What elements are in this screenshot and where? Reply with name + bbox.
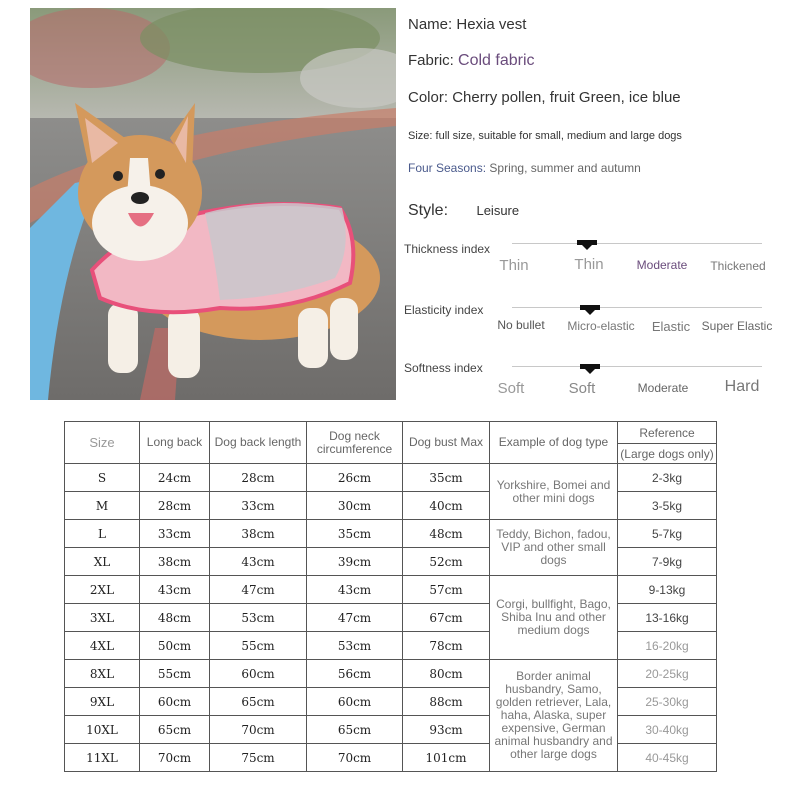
cell-back-length: 53cm (210, 604, 307, 632)
cell-neck: 26cm (307, 464, 403, 492)
cell-back-length: 65cm (210, 688, 307, 716)
cell-back-length: 60cm (210, 660, 307, 688)
thickness-option-2: Thin (574, 256, 604, 273)
softness-option-4: Hard (724, 378, 760, 395)
cell-size: 8XL (65, 660, 140, 688)
cell-weight: 13-16kg (618, 604, 717, 632)
seasons-label: Four Seasons: (408, 161, 487, 175)
softness-option-1: Soft (497, 380, 525, 397)
table-row (65, 632, 717, 660)
cell-long-back: 38cm (140, 548, 210, 576)
product-size (408, 130, 682, 142)
cell-bust: 88cm (403, 688, 490, 716)
cell-dog-type-medium: Corgi, bullfight, Bago, Shiba Inu and other medium dogs (490, 576, 618, 660)
cell-weight: 3-5kg (618, 492, 717, 520)
cell-weight: 30-40kg (618, 716, 717, 744)
cell-size: 3XL (65, 604, 140, 632)
corgi-in-vest-image (30, 8, 396, 400)
elasticity-index-label: Elasticity index (404, 303, 484, 317)
cell-neck: 47cm (307, 604, 403, 632)
cell-long-back: 70cm (140, 744, 210, 772)
product-fabric (408, 52, 535, 70)
table-row (65, 744, 717, 772)
product-style (408, 202, 519, 220)
softness-option-2: Soft (568, 380, 596, 397)
product-photo (30, 8, 396, 400)
cell-size: M (65, 492, 140, 520)
cell-size: L (65, 520, 140, 548)
cell-weight: 20-25kg (618, 660, 717, 688)
table-row (65, 492, 717, 520)
header-back-length: Dog back length (210, 422, 307, 464)
cell-neck: 30cm (307, 492, 403, 520)
table-row (65, 660, 717, 688)
cell-long-back: 48cm (140, 604, 210, 632)
name-label: Name: (408, 16, 453, 33)
header-bust: Dog bust Max (403, 422, 490, 464)
header-dog-type: Example of dog type (490, 422, 618, 464)
table-row (65, 604, 717, 632)
cell-size: XL (65, 548, 140, 576)
cell-neck: 56cm (307, 660, 403, 688)
name-value: Hexia vest (456, 16, 527, 33)
cell-size: 2XL (65, 576, 140, 604)
header-reference-title: Reference (639, 425, 695, 440)
size-label: Size: (408, 130, 433, 142)
table-row (65, 548, 717, 576)
cell-neck: 43cm (307, 576, 403, 604)
cell-weight: 2-3kg (618, 464, 717, 492)
elasticity-index-track (512, 307, 762, 308)
size-value: full size, suitable for small, medium and large dogs (435, 130, 682, 142)
color-label: Color: (408, 89, 449, 106)
cell-long-back: 60cm (140, 688, 210, 716)
header-reference (618, 422, 717, 464)
thickness-option-1: Thin (499, 257, 529, 274)
cell-size: 10XL (65, 716, 140, 744)
cell-bust: 48cm (403, 520, 490, 548)
fabric-label: Fabric: (408, 52, 454, 69)
table-row (65, 520, 717, 548)
cell-back-length: 43cm (210, 548, 307, 576)
cell-back-length: 55cm (210, 632, 307, 660)
cell-long-back: 43cm (140, 576, 210, 604)
cell-neck: 39cm (307, 548, 403, 576)
cell-back-length: 28cm (210, 464, 307, 492)
table-row (65, 688, 717, 716)
product-seasons (408, 161, 641, 175)
cell-neck: 65cm (307, 716, 403, 744)
cell-size: 11XL (65, 744, 140, 772)
cell-back-length: 38cm (210, 520, 307, 548)
header-reference-sub: (Large dogs only) (618, 443, 716, 463)
cell-long-back: 50cm (140, 632, 210, 660)
cell-bust: 80cm (403, 660, 490, 688)
product-name (408, 16, 526, 33)
color-value: Cherry pollen, fruit Green, ice blue (452, 89, 681, 106)
cell-size: S (65, 464, 140, 492)
thickness-option-4: Thickened (710, 259, 766, 273)
cell-bust: 35cm (403, 464, 490, 492)
cell-long-back: 24cm (140, 464, 210, 492)
cell-weight: 25-30kg (618, 688, 717, 716)
cell-long-back: 55cm (140, 660, 210, 688)
cell-size: 9XL (65, 688, 140, 716)
cell-size: 4XL (65, 632, 140, 660)
cell-neck: 70cm (307, 744, 403, 772)
elasticity-option-2: Micro-elastic (567, 319, 635, 333)
elasticity-option-3: Elastic (651, 319, 691, 334)
product-color (408, 89, 681, 106)
softness-index-track (512, 366, 762, 367)
cell-dog-type-small: Teddy, Bichon, fadou, VIP and other small dogs (490, 520, 618, 576)
softness-index-label: Softness index (404, 361, 483, 375)
cell-bust: 101cm (403, 744, 490, 772)
cell-bust: 93cm (403, 716, 490, 744)
header-long-back: Long back (140, 422, 210, 464)
thickness-option-3: Moderate (636, 258, 688, 272)
cell-neck: 35cm (307, 520, 403, 548)
cell-neck: 53cm (307, 632, 403, 660)
cell-bust: 40cm (403, 492, 490, 520)
cell-weight: 7-9kg (618, 548, 717, 576)
thickness-index-label: Thickness index (404, 242, 491, 256)
cell-bust: 52cm (403, 548, 490, 576)
cell-back-length: 47cm (210, 576, 307, 604)
cell-long-back: 65cm (140, 716, 210, 744)
cell-bust: 57cm (403, 576, 490, 604)
size-chart-table (64, 421, 717, 772)
table-row (65, 464, 717, 492)
cell-weight: 40-45kg (618, 744, 717, 772)
cell-dog-type-large: Border animal husbandry, Samo, golden retriever, Lala, haha, Alaska, super expensive, German animal husbandry and other large dogs (490, 660, 618, 772)
cell-neck: 60cm (307, 688, 403, 716)
cell-long-back: 33cm (140, 520, 210, 548)
thickness-index-track (512, 243, 762, 244)
cell-bust: 67cm (403, 604, 490, 632)
header-size: Size (65, 422, 140, 464)
cell-back-length: 33cm (210, 492, 307, 520)
cell-weight: 5-7kg (618, 520, 717, 548)
elasticity-option-4: Super Elastic (701, 319, 773, 333)
table-row (65, 576, 717, 604)
cell-weight: 9-13kg (618, 576, 717, 604)
style-label: Style: (408, 202, 449, 219)
header-neck: Dog neck circumference (307, 422, 403, 464)
seasons-value: Spring, summer and autumn (489, 161, 641, 175)
elasticity-option-1: No bullet (497, 318, 545, 332)
cell-dog-type-mini: Yorkshire, Bomei and other mini dogs (490, 464, 618, 520)
cell-long-back: 28cm (140, 492, 210, 520)
cell-bust: 78cm (403, 632, 490, 660)
fabric-value: Cold fabric (458, 52, 535, 69)
style-value: Leisure (476, 203, 520, 218)
cell-weight: 16-20kg (618, 632, 717, 660)
table-row (65, 716, 717, 744)
softness-option-3: Moderate (637, 381, 689, 395)
cell-back-length: 70cm (210, 716, 307, 744)
cell-back-length: 75cm (210, 744, 307, 772)
table-header-row (65, 422, 717, 464)
